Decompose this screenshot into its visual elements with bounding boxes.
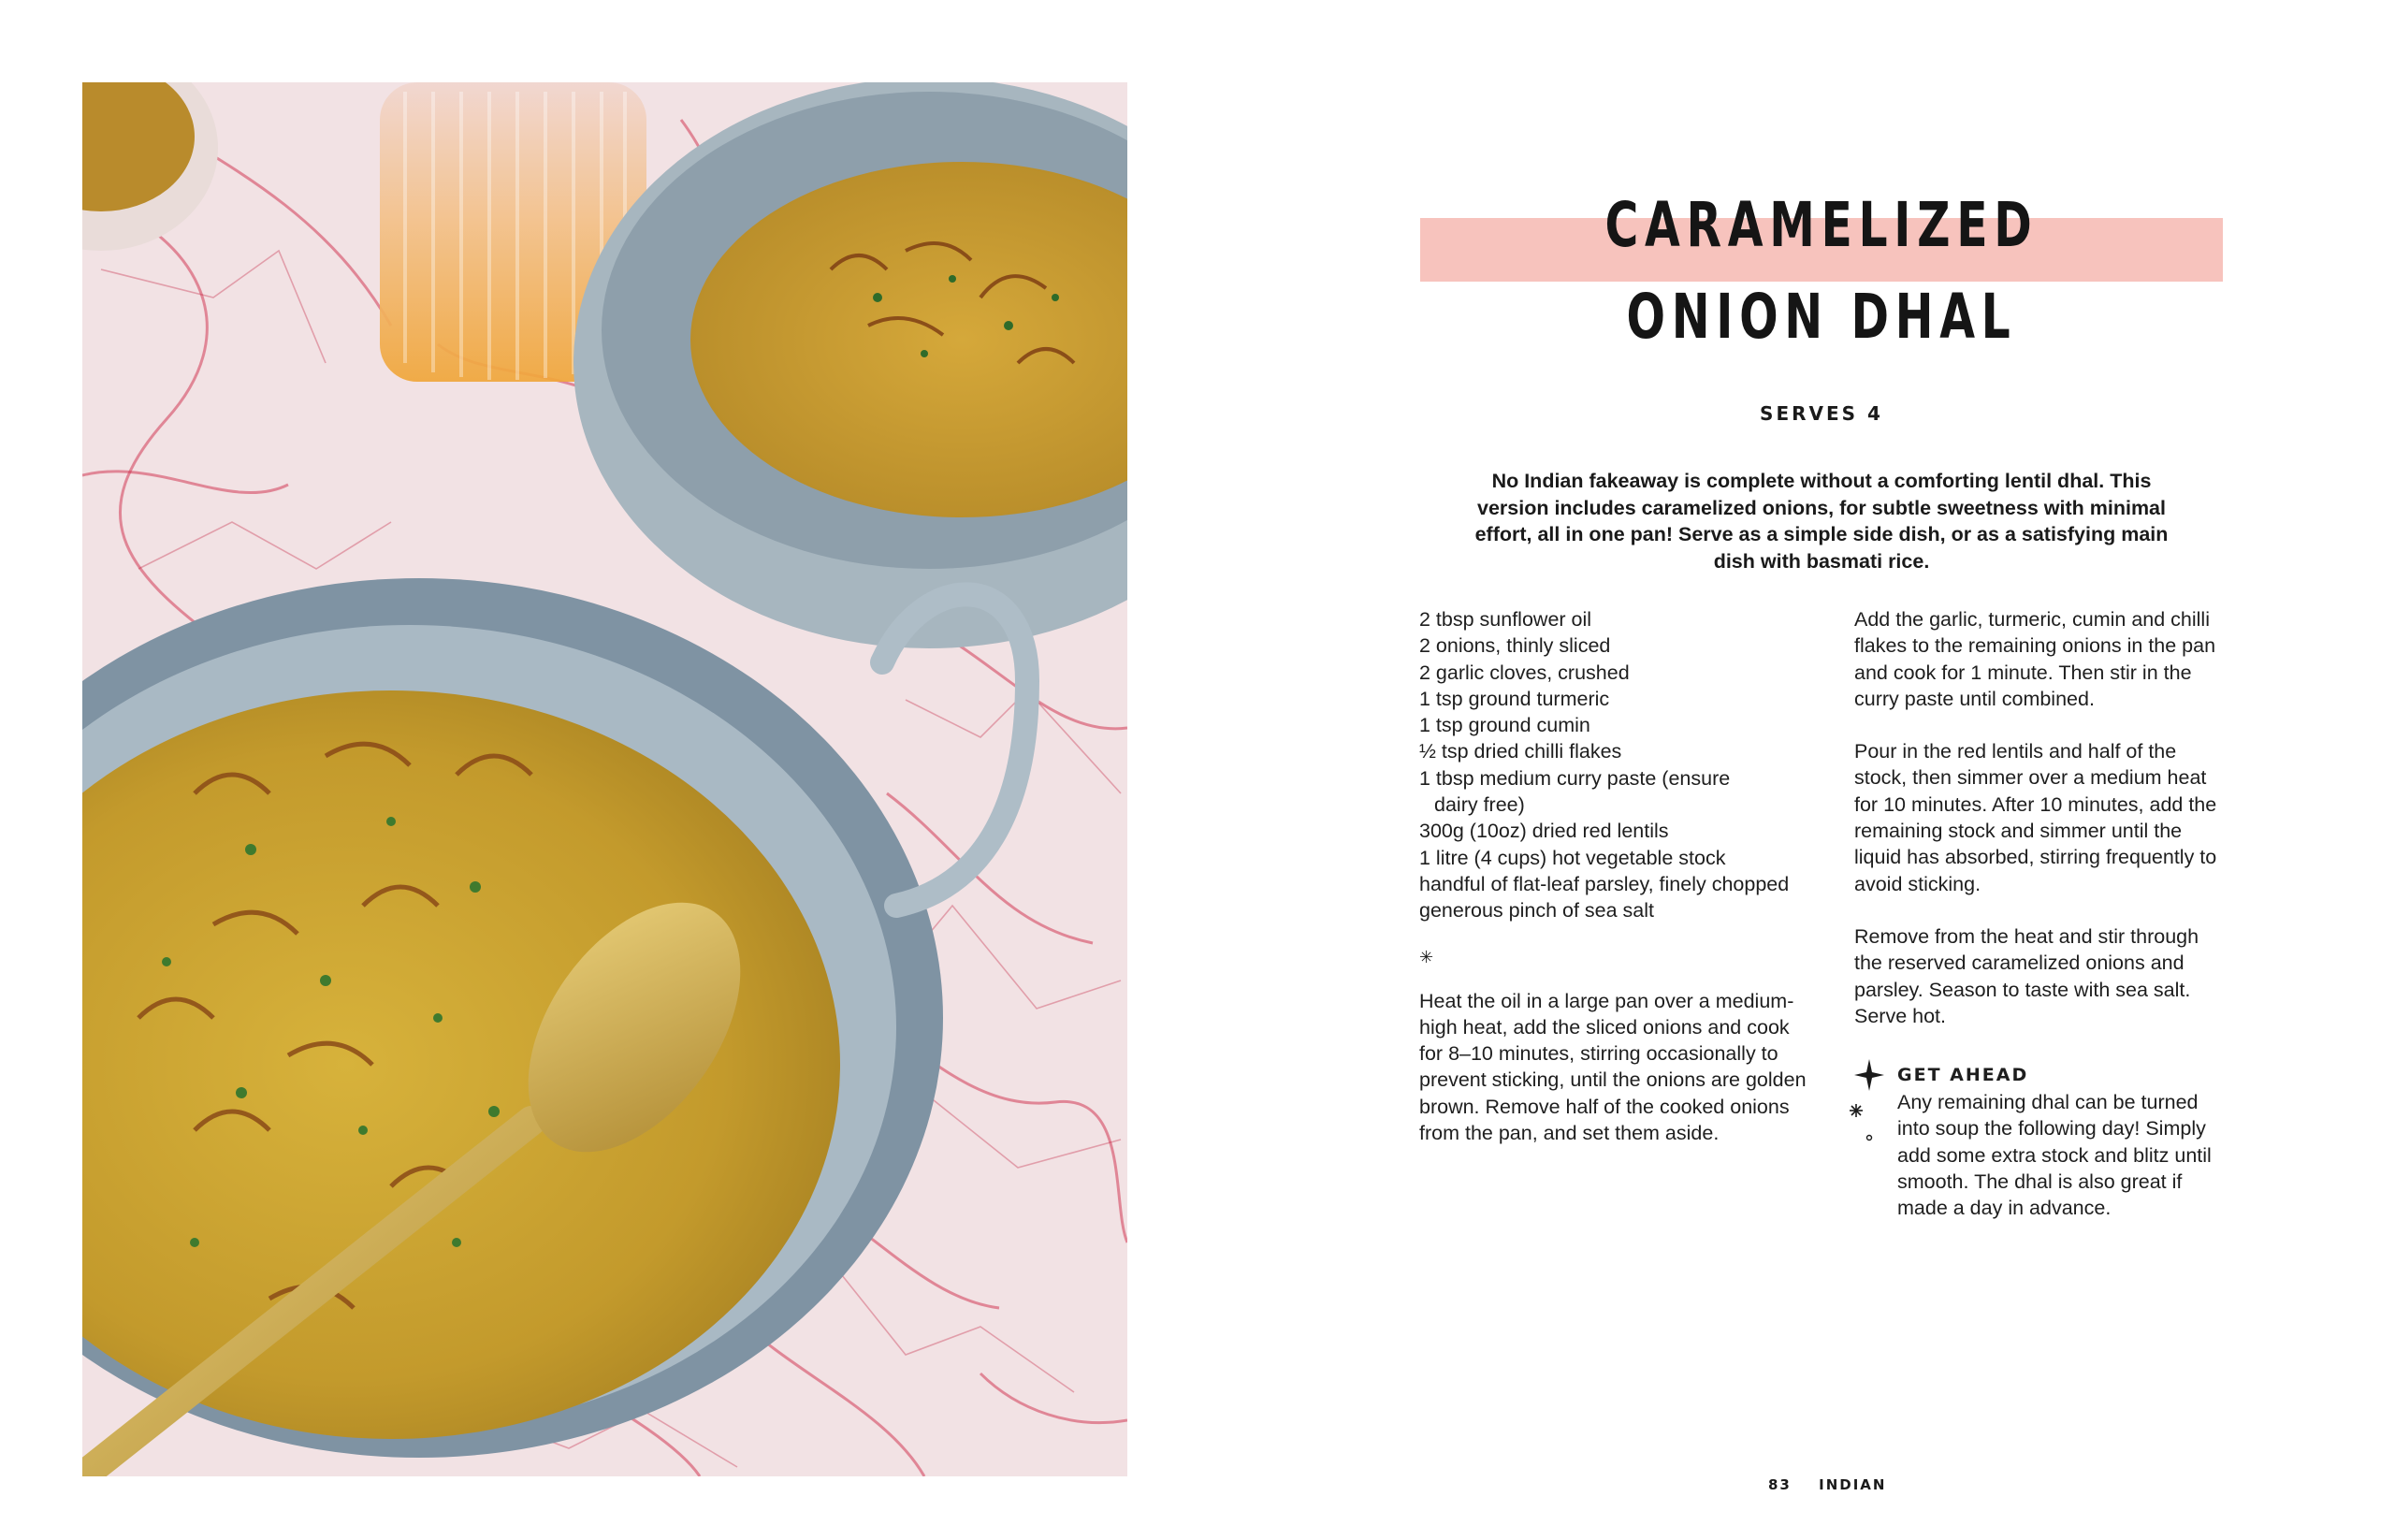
- ingredient-item: generous pinch of sea salt: [1419, 899, 1654, 923]
- get-ahead-text: Any remaining dhal can be turned into soup the following day! Simply add some extra stock and blitz until smooth. The dhal is also great if made a day in advance.: [1897, 1091, 2212, 1220]
- sparkle-icon: [1849, 1059, 1886, 1162]
- serves-label: SERVES 4: [1760, 402, 1883, 425]
- ingredients-column: [1419, 606, 1812, 1172]
- page-number: 83: [1768, 1476, 1792, 1493]
- ingredient-item: 1 tbsp medium curry paste (ensure: [1419, 766, 1731, 790]
- method-step-3: Pour in the red lentils and half of the stock, then simmer over a medium heat for 10 minutes. After 10 minutes, add the remaining stock and simmer until the liquid has absorbed, stirring frequently to avoid sticking.: [1854, 740, 2217, 895]
- section-name: INDIAN: [1819, 1476, 1887, 1493]
- ingredient-item: ½ tsp dried chilli flakes: [1419, 740, 1622, 763]
- asterisk-icon: ✳: [1419, 947, 1434, 966]
- dhal-photo: [82, 82, 1127, 1476]
- ingredient-continuation-text: dairy free): [1434, 793, 1525, 817]
- recipe-title: [1525, 180, 2119, 363]
- method-step-4: Remove from the heat and stir through the reserved caramelized onions and parsley. Season to taste with sea salt. Serve hot.: [1854, 924, 2199, 1027]
- ingredients-list: [1419, 606, 1812, 924]
- recipe-intro: No Indian fakeaway is complete without a comforting lentil dhal. This version includes caramelized onions, for subtle sweetness with minimal effort, all in one pan! Serve as a simple side dish, or as a satisfying main dish with basmati rice.: [1474, 470, 2169, 573]
- method-column: [1854, 606, 2228, 1222]
- ingredient-item: handful of flat-leaf parsley, finely chopped: [1419, 872, 1790, 895]
- ingredient-item: 1 litre (4 cups) hot vegetable stock: [1419, 846, 1726, 869]
- ingredient-item: 2 onions, thinly sliced: [1419, 634, 1611, 658]
- get-ahead-tip: [1854, 1063, 2228, 1221]
- ingredient-item: 1 tsp ground turmeric: [1419, 687, 1610, 710]
- ingredient-item-continuation: [1419, 792, 1812, 818]
- method-step-1: Heat the oil in a large pan over a medium-high heat, add the sliced onions and cook for 8–10 minutes, stirring occasionally to prevent sticking, until the onions are golden brown. Remove half of the cooked onions from the pan, and set them aside.: [1419, 989, 1807, 1145]
- ingredient-item: 2 tbsp sunflower oil: [1419, 608, 1592, 631]
- ingredient-item: 2 garlic cloves, crushed: [1419, 661, 1630, 684]
- ingredient-item: 300g (10oz) dried red lentils: [1419, 820, 1669, 843]
- get-ahead-title: GET AHEAD: [1897, 1065, 2029, 1086]
- recipe-title-line-1: CARAMELIZED: [1604, 189, 2039, 261]
- page-footer: [1768, 1476, 1886, 1493]
- ingredient-item: 1 tsp ground cumin: [1419, 714, 1590, 737]
- method-step-2: Add the garlic, turmeric, cumin and chilli flakes to the remaining onions in the pan and cook for 1 minute. Then stir in the curry paste until combined.: [1854, 608, 2216, 710]
- recipe-title-line-2: ONION DHAL: [1626, 281, 2017, 353]
